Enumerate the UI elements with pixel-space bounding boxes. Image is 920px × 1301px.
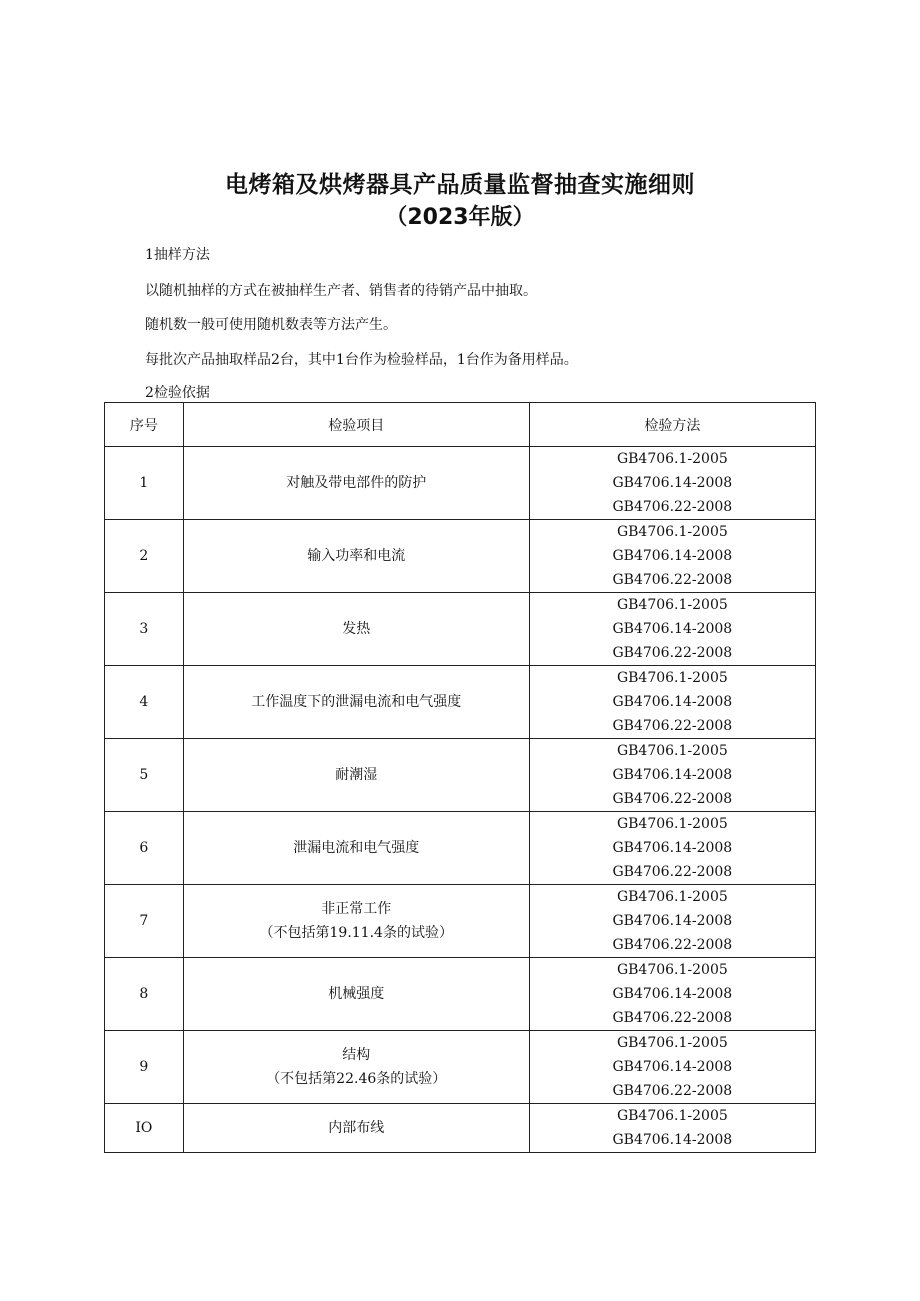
standard-code: GB4706.1-2005 <box>616 524 728 540</box>
standard-code: GB4706.22-2008 <box>612 791 733 807</box>
cell-inspection-item <box>183 666 529 739</box>
inspection-item-line: 耐潮湿 <box>335 767 378 783</box>
standard-code: GB4706.1-2005 <box>616 1035 728 1051</box>
cell-inspection-item <box>183 739 529 812</box>
standard-code: GB4706.14-2008 <box>612 913 733 929</box>
cell-inspection-item <box>183 812 529 885</box>
standard-code: GB4706.1-2005 <box>616 597 728 613</box>
standard-code: GB4706.14-2008 <box>612 694 733 710</box>
inspection-item-line: 工作温度下的泄漏电流和电气强度 <box>251 694 462 710</box>
header-inspection-item: 检验项目 <box>183 403 529 447</box>
standard-code: GB4706.1-2005 <box>616 1108 728 1124</box>
document-subtitle: （2023年版） <box>385 205 535 230</box>
section-2-heading: 2检验依据 <box>145 385 210 401</box>
section-1-paragraph-3: 每批次产品抽取样品2台，其中1台作为检验样品，1台作为备用样品。 <box>145 352 578 368</box>
standard-code: GB4706.22-2008 <box>612 1010 733 1026</box>
table-row <box>105 885 816 958</box>
table-row <box>105 666 816 739</box>
standard-code: GB4706.22-2008 <box>612 645 733 661</box>
cell-serial-no: 9 <box>105 1031 184 1104</box>
inspection-item-line: （不包括第19.11.4条的试验） <box>259 925 453 941</box>
inspection-item-line: 结构 <box>342 1047 371 1063</box>
cell-inspection-item <box>183 520 529 593</box>
inspection-item-line: （不包括第22.46条的试验） <box>266 1071 447 1087</box>
cell-inspection-item <box>183 1104 529 1153</box>
section-1-paragraph-2: 随机数一般可使用随机数表等方法产生。 <box>145 317 397 333</box>
cell-serial-no: 7 <box>105 885 184 958</box>
header-serial-no: 序号 <box>105 403 184 447</box>
inspection-item-line: 泄漏电流和电气强度 <box>293 840 420 856</box>
standard-code: GB4706.1-2005 <box>616 743 728 759</box>
table-row <box>105 520 816 593</box>
inspection-item-line: 内部布线 <box>328 1120 385 1136</box>
cell-inspection-method <box>529 520 815 593</box>
table-row <box>105 958 816 1031</box>
inspection-item-line: 发热 <box>342 621 371 637</box>
cell-serial-no: IO <box>105 1104 184 1153</box>
standard-code: GB4706.22-2008 <box>612 1083 733 1099</box>
cell-inspection-method <box>529 958 815 1031</box>
standard-code: GB4706.22-2008 <box>612 572 733 588</box>
cell-inspection-item <box>183 593 529 666</box>
standard-code: GB4706.22-2008 <box>612 499 733 515</box>
standard-code: GB4706.22-2008 <box>612 864 733 880</box>
table-row <box>105 1031 816 1104</box>
inspection-item-line: 机械强度 <box>328 986 385 1002</box>
cell-inspection-method <box>529 739 815 812</box>
table-body <box>105 447 816 1153</box>
cell-inspection-item <box>183 447 529 520</box>
cell-inspection-method <box>529 447 815 520</box>
standard-code: GB4706.1-2005 <box>616 962 728 978</box>
standard-code: GB4706.14-2008 <box>612 840 733 856</box>
cell-inspection-method <box>529 593 815 666</box>
standard-code: GB4706.1-2005 <box>616 889 728 905</box>
inspection-item-line: 对触及带电部件的防护 <box>286 475 427 491</box>
standard-code: GB4706.14-2008 <box>612 621 733 637</box>
cell-inspection-method <box>529 666 815 739</box>
cell-serial-no: 3 <box>105 593 184 666</box>
cell-inspection-method <box>529 812 815 885</box>
table-row <box>105 447 816 520</box>
standard-code: GB4706.1-2005 <box>616 670 728 686</box>
standard-code: GB4706.14-2008 <box>612 1059 733 1075</box>
cell-serial-no: 8 <box>105 958 184 1031</box>
table-row <box>105 739 816 812</box>
cell-serial-no: 1 <box>105 447 184 520</box>
standard-code: GB4706.1-2005 <box>616 816 728 832</box>
cell-inspection-method <box>529 885 815 958</box>
header-inspection-method: 检验方法 <box>529 403 815 447</box>
inspection-item-line: 输入功率和电流 <box>307 548 406 564</box>
cell-inspection-method <box>529 1104 815 1153</box>
standard-code: GB4706.22-2008 <box>612 937 733 953</box>
table-row <box>105 1104 816 1153</box>
standard-code: GB4706.14-2008 <box>612 1132 733 1148</box>
cell-serial-no: 5 <box>105 739 184 812</box>
standard-code: GB4706.1-2005 <box>616 451 728 467</box>
cell-inspection-item <box>183 885 529 958</box>
table-header-row <box>105 403 816 447</box>
standard-code: GB4706.14-2008 <box>612 475 733 491</box>
table-row <box>105 593 816 666</box>
cell-serial-no: 2 <box>105 520 184 593</box>
cell-serial-no: 4 <box>105 666 184 739</box>
standard-code: GB4706.14-2008 <box>612 548 733 564</box>
cell-serial-no: 6 <box>105 812 184 885</box>
inspection-item-line: 非正常工作 <box>321 901 392 917</box>
standard-code: GB4706.14-2008 <box>612 986 733 1002</box>
document-title: 电烤箱及烘烤器具产品质量监督抽查实施细则 <box>225 172 695 198</box>
table-row <box>105 812 816 885</box>
cell-inspection-item <box>183 1031 529 1104</box>
standard-code: GB4706.14-2008 <box>612 767 733 783</box>
section-1-paragraph-1: 以随机抽样的方式在被抽样生产者、销售者的待销产品中抽取。 <box>145 283 537 299</box>
cell-inspection-method <box>529 1031 815 1104</box>
standard-code: GB4706.22-2008 <box>612 718 733 734</box>
cell-inspection-item <box>183 958 529 1031</box>
inspection-table <box>104 402 816 1153</box>
section-1-heading: 1抽样方法 <box>145 247 210 263</box>
